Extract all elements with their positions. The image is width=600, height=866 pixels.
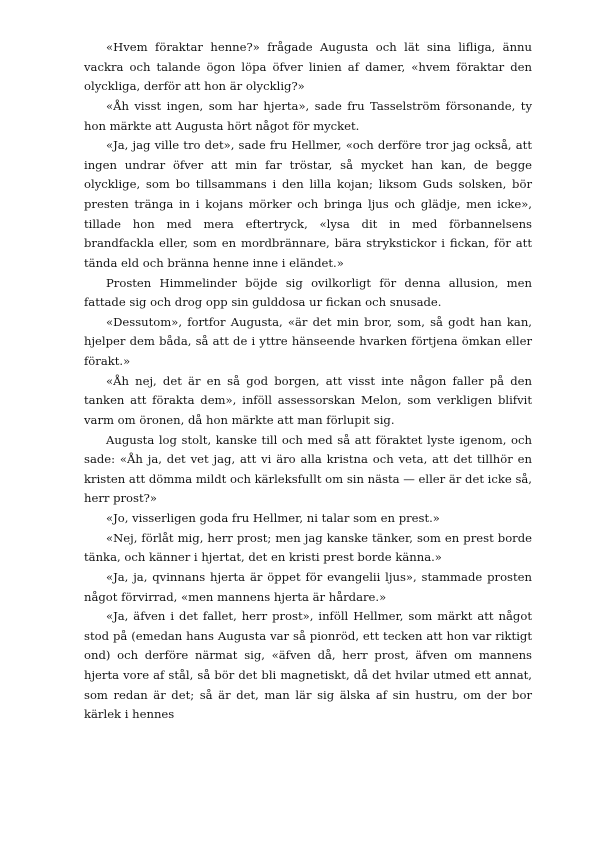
paragraph: «Ja, ja, qvinnans hjerta är öppet för evangelii ljus», stammade prosten något förvirrad, «men mannens hjerta är hårdare.»: [84, 569, 532, 604]
paragraph: «Åh visst ingen, som har hjerta», sade fru Tasselström försonande, ty hon märkte att Augusta hört något för mycket.: [84, 98, 532, 133]
paragraph: Prosten Himmelinder böjde sig ovilkorligt för denna allusion, men fattade sig och drog opp sin gulddosa ur fickan och snusade.: [84, 275, 532, 310]
paragraph: «Åh nej, det är en så god borgen, att visst inte någon faller på den tanken att förakta dem», inföll assessorskan Melon, som verkligen blifvit varm om öronen, då hon märkte att man förlupit sig.: [84, 373, 532, 427]
paragraph: «Ja, jag ville tro det», sade fru Hellmer, «och derföre tror jag också, att ingen undrar öfver att min far tröstar, så mycket han kan, de begge olycklige, som bo tillsammans i den lilla kojan; liksom Guds solsken, bör presten tränga in i kojans mörker och bringa ljus och glädje, men icke», tillade hon med mera eftertryck, «lysa dit in med förbannelsens brandfackla eller, som en mordbrännare, bära strykstickor i fickan, för att tända eld och bränna henne inne i eländet.»: [84, 138, 532, 270]
paragraph: «Ja, äfven i det fallet, herr prost», inföll Hellmer, som märkt att något stod på (emedan hans Augusta var så pionröd, ett tecken att hon var riktigt ond) och derföre närmat sig, «äfven då, herr prost, äfven om mannens hjerta vore af stål, så bör det bli magnetiskt, då det hvilar utmed ett annat, som redan är det; så är det, man lär sig älska af sin hustru, om der bor kärlek i hennes: [84, 609, 532, 722]
paragraph: «Hvem föraktar henne?» frågade Augusta och lät sina lifliga, ännu vackra och talande ögon löpa öfver linien af damer, «hvem föraktar den olyckliga, derför att hon är olycklig?»: [84, 40, 532, 94]
paragraph: «Dessutom», fortfor Augusta, «är det min bror, som, så godt han kan, hjelper dem båda, så att de i yttre hänseende hvarken förtjena ömkan eller förakt.»: [84, 314, 532, 368]
paragraph: Augusta log stolt, kanske till och med så att föraktet lyste igenom, och sade: «Åh ja, det vet jag, att vi äro alla kristna och veta, att det tillhör en kristen att dömma mildt och kärleksfullt om sin nästa — eller är det icke så, herr prost?»: [84, 432, 532, 506]
page-text: [84, 38, 532, 725]
paragraph: «Jo, visserligen goda fru Hellmer, ni talar som en prest.»: [106, 511, 440, 525]
paragraph: «Nej, förlåt mig, herr prost; men jag kanske tänker, som en prest borde tänka, och känner i hjertat, det en kristi prest borde känna.»: [84, 530, 532, 565]
